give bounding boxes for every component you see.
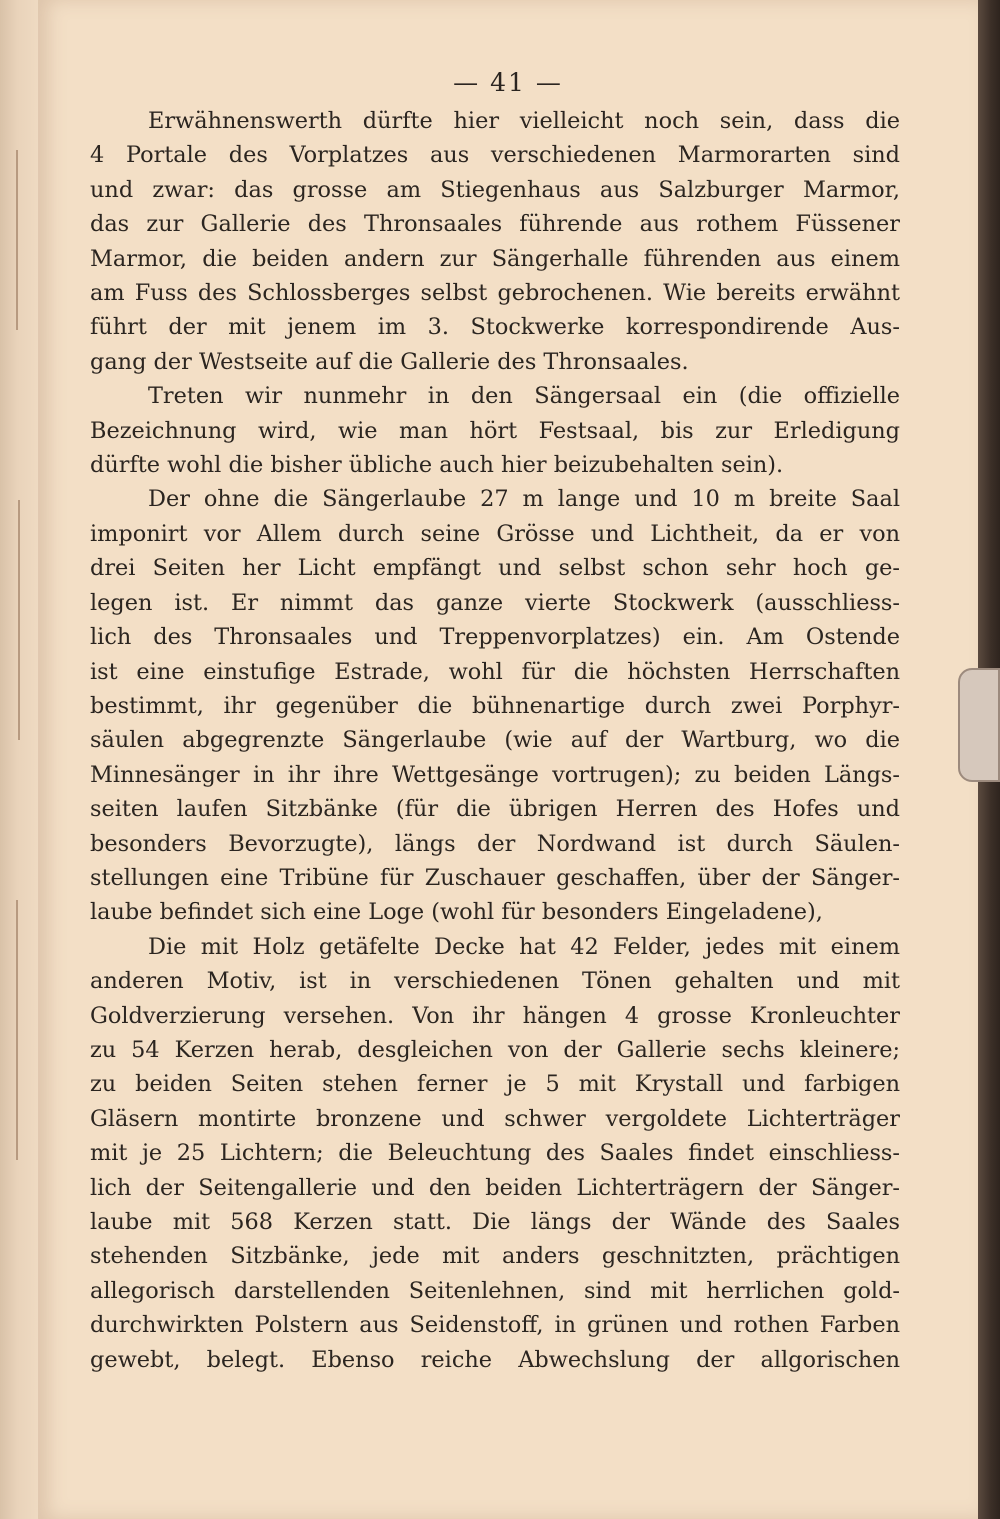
text-line: Goldverzierung versehen. Von ihr hängen 4 grosse Kronleuchter — [90, 1002, 900, 1029]
binding-stitch — [16, 900, 18, 1160]
text-line: 4 Portale des Vorplatzes aus verschiedenen Marmorarten sind — [90, 142, 900, 169]
text-line: und zwar: das grosse am Stiegenhaus aus Salzburger Marmor, — [90, 176, 900, 203]
text-line: am Fuss des Schlossberges selbst gebrochenen. Wie bereits erwähnt — [90, 280, 900, 307]
book-page — [38, 0, 978, 1519]
text-line: durchwirkten Polstern aus Seidenstoff, in grünen und rothen Farben — [90, 1312, 900, 1339]
text-line: führt der mit jenem im 3. Stockwerke korrespondirende Aus- — [90, 314, 900, 341]
text-line: zu beiden Seiten stehen ferner je 5 mit Krystall und farbigen — [90, 1071, 900, 1098]
text-line: stehenden Sitzbänke, jede mit anders geschnitzten, prächtigen — [90, 1243, 900, 1270]
text-line: Minnesänger in ihr ihre Wettgesänge vortrugen); zu beiden Längs- — [90, 761, 900, 788]
text-line: lich der Seitengallerie und den beiden Lichterträgern der Sänger- — [90, 1174, 900, 1201]
page-body-text — [90, 104, 900, 1377]
text-line: Marmor, die beiden andern zur Sängerhalle führenden aus einem — [90, 245, 900, 272]
text-line: allegorisch darstellenden Seitenlehnen, sind mit herrlichen gold- — [90, 1277, 900, 1304]
text-line: Der ohne die Sängerlaube 27 m lange und 10 m breite Saal — [148, 486, 900, 513]
text-line: drei Seiten her Licht empfängt und selbst schon sehr hoch ge- — [90, 555, 900, 582]
text-line: Die mit Holz getäfelte Decke hat 42 Felder, jedes mit einem — [148, 933, 900, 960]
text-line: legen ist. Er nimmt das ganze vierte Stockwerk (ausschliess- — [90, 589, 900, 616]
text-line: Bezeichnung wird, wie man hört Festsaal, bis zur Erledigung — [90, 417, 900, 444]
bookmark-tab — [958, 668, 1000, 782]
text-line: stellungen eine Tribüne für Zuschauer geschaffen, über der Sänger- — [90, 864, 900, 891]
page-number: — 41 — — [453, 68, 563, 97]
text-line: ist eine einstufige Estrade, wohl für die höchsten Herrschaften — [90, 658, 900, 685]
text-line: Erwähnenswerth dürfte hier vielleicht noch sein, dass die — [148, 108, 900, 134]
text-line: gang der Westseite auf die Gallerie des Thronsaales. — [90, 348, 689, 375]
text-line: seiten laufen Sitzbänke (für die übrigen Herren des Hofes und — [90, 796, 900, 823]
text-line: laube mit 568 Kerzen statt. Die längs der Wände des Saales — [90, 1209, 900, 1235]
text-line: lich des Thronsaales und Treppenvorplatzes) ein. Am Ostende — [90, 624, 900, 651]
binding-stitch — [18, 500, 20, 740]
text-line: mit je 25 Lichtern; die Beleuchtung des Saales findet einschliess- — [90, 1140, 900, 1167]
text-line: laube befindet sich eine Loge (wohl für besonders Eingeladene), — [90, 899, 823, 926]
text-line: Gläsern montirte bronzene und schwer vergoldete Lichterträger — [90, 1105, 900, 1132]
text-line: das zur Gallerie des Thronsaales führende aus rothem Füssener — [90, 211, 900, 238]
text-line: zu 54 Kerzen herab, desgleichen von der Gallerie sechs kleinere; — [90, 1036, 900, 1063]
binding-stitch — [16, 150, 18, 330]
text-line: bestimmt, ihr gegenüber die bühnenartige durch zwei Porphyr- — [90, 692, 900, 719]
text-line: säulen abgegrenzte Sängerlaube (wie auf der Wartburg, wo die — [90, 727, 900, 754]
text-line: besonders Bevorzugte), längs der Nordwand ist durch Säulen- — [90, 830, 900, 857]
text-line: gewebt, belegt. Ebenso reiche Abwechslung der allgorischen — [90, 1346, 900, 1373]
text-line: imponirt vor Allem durch seine Grösse und Lichtheit, da er von — [90, 520, 900, 547]
text-line: Treten wir nunmehr in den Sängersaal ein (die offizielle — [148, 383, 900, 410]
text-line: anderen Motiv, ist in verschiedenen Tönen gehalten und mit — [90, 968, 900, 995]
text-line: dürfte wohl die bisher übliche auch hier beizubehalten sein). — [90, 452, 784, 479]
